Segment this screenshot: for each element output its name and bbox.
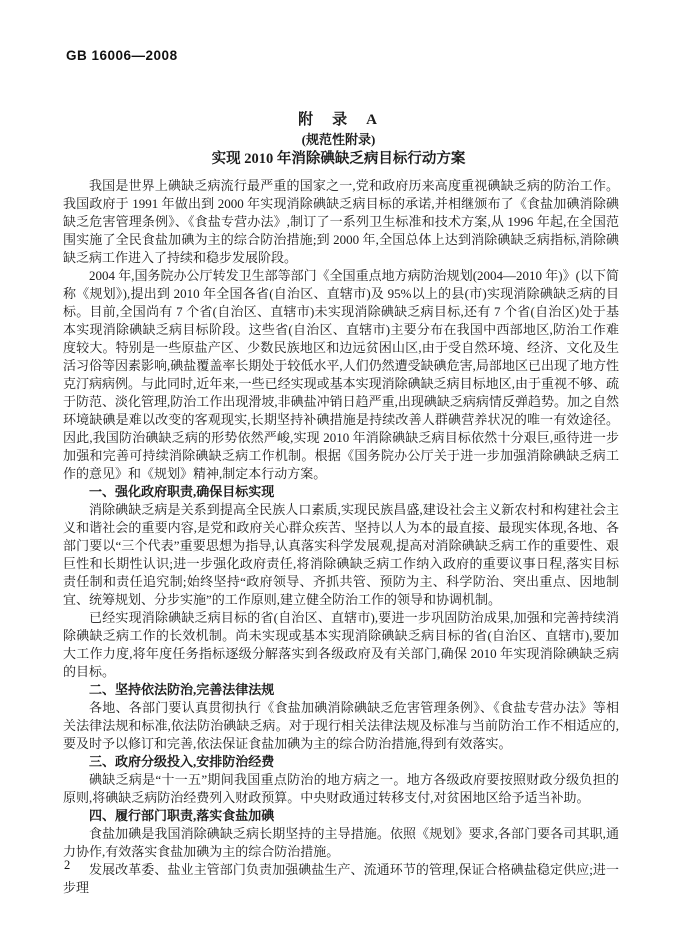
appendix-subject: 实现 2010 年消除碘缺乏病目标行动方案 — [211, 151, 466, 167]
paragraph-background: 2004 年,国务院办公厅转发卫生部等部门《全国重点地方病防治规划(2004—2010 年)》(以下简称《规划》),提出到 2010 年全国各省(自治区、直辖市)及 95%以上的县(市)实现消除碘缺乏病的目标。目前,全国尚有 7 个省(自治区、直辖市)未实现消除碘缺乏病目标,还有 7 个省(自治区)处于基本实现消除碘缺乏病目标阶段。这些省(自治区、直辖市)主要分布在我国中西部地区,防治工作难度较大。特别是一些原盐产区、少数民族地区和边远贫困山区,由于受自然环境、经济、文化及生活习俗等因素影响,碘盐覆盖率长期处于较低水平,人们仍然遭受缺碘危害,局部地区已出现了地方性克汀病病例。与此同时,近年来,一些已经实现或基本实现消除碘缺乏病目标地区,由于重视不够、疏于防范、淡化管理,防治工作出现滑坡,非碘盐冲销日趋严重,出现碘缺乏病病情反弹趋势。加之自然环境缺碘是难以改变的客观现实,长期坚持补碘措施是持续改善人群碘营养状况的唯一有效途径。因此,我国防治碘缺乏病的形势依然严峻,实现 2010 年消除碘缺乏病目标依然十分艰巨,亟待进一步加强和完善可持续消除碘缺乏病工作机制。根据《国务院办公厅关于进一步加强消除碘缺乏病工作的意见》和《规划》精神,制定本行动方案。 — [63, 268, 619, 481]
standard-number: GB 16006—2008 — [66, 48, 178, 63]
paragraph-section1-a: 消除碘缺乏病是关系到提高全民族人口素质,实现民族昌盛,建设社会主义新农村和构建社会主义和谐社会的重要内容,是党和政府关心群众疾苦、坚持以人为本的最直接、最现实体现,各地、各部门要以“三个代表”重要思想为指导,认真落实科学发展观,提高对消除碘缺乏病工作的重要性、艰巨性和长期性认识;进一步强化政府责任,将消除碘缺乏病工作纳入政府的重要议事日程,落实目标责任制和责任追究制;始终坚持“政府领导、齐抓共管、预防为主、科学防治、突出重点、因地制宜、统筹规划、分步实施”的工作原则,建立健全防治工作的领导和协调机制。 — [63, 502, 619, 607]
paragraph-intro: 我国是世界上碘缺乏病流行最严重的国家之一,党和政府历来高度重视碘缺乏病的防治工作。我国政府于 1991 年做出到 2000 年实现消除碘缺乏病目标的承诺,并相继颁布了《食盐加碘消除碘缺乏危害管理条例》、《食盐专营办法》,制订了一系列卫生标准和技术方案,从 1996 年起,在全国范围实施了全民食盐加碘为主的综合防治措施;到 2000 年,全国总体上达到消除碘缺乏病指标,消除碘缺乏病工作进入了持续和稳步发展阶段。 — [63, 178, 619, 265]
paragraph-section1-b: 已经实现消除碘缺乏病目标的省(自治区、直辖市),要进一步巩固防治成果,加强和完善持续消除碘缺乏病工作的长效机制。尚未实现或基本实现消除碘缺乏病目标的省(自治区、直辖市),要加大工作力度,将年度任务指标逐级分解落实到各级政府及有关部门,确保 2010 年实现消除碘缺乏病的目标。 — [63, 610, 619, 679]
paragraph-section3-a: 碘缺乏病是“十一五”期间我国重点防治的地方病之一。地方各级政府要按照财政分级负担的原则,将碘缺乏病防治经费列入财政预算。中央财政通过转移支付,对贫困地区给予适当补助。 — [63, 772, 619, 805]
appendix-title-block — [0, 110, 677, 169]
paragraph-section2-a: 各地、各部门要认真贯彻执行《食盐加碘消除碘缺乏危害管理条例》、《食盐专营办法》等相关法律法规和标准,依法防治碘缺乏病。对于现行相关法律法规及标准与当前防治工作不相适应的,要及时予以修订和完善,依法保证食盐加碘为主的综合防治措施,得到有效落实。 — [63, 700, 619, 751]
document-body — [63, 177, 619, 897]
appendix-label: 附 录 A — [298, 112, 379, 128]
paragraph-section4-b: 发展改革委、盐业主管部门负责加强碘盐生产、流通环节的管理,保证合格碘盐稳定供应;进一步理 — [63, 862, 619, 895]
appendix-type: (规范性附录) — [301, 132, 376, 147]
page-number: 2 — [64, 858, 71, 872]
section-heading-2: 二、坚持依法防治,完善法律法规 — [89, 682, 275, 697]
section-heading-4: 四、履行部门职责,落实食盐加碘 — [89, 808, 275, 823]
paragraph-section4-a: 食盐加碘是我国消除碘缺乏病长期坚持的主导措施。依照《规划》要求,各部门要各司其职,通力协作,有效落实食盐加碘为主的综合防治措施。 — [63, 826, 619, 859]
section-heading-3: 三、政府分级投入,安排防治经费 — [89, 754, 275, 769]
section-heading-1: 一、强化政府职责,确保目标实现 — [89, 484, 275, 499]
